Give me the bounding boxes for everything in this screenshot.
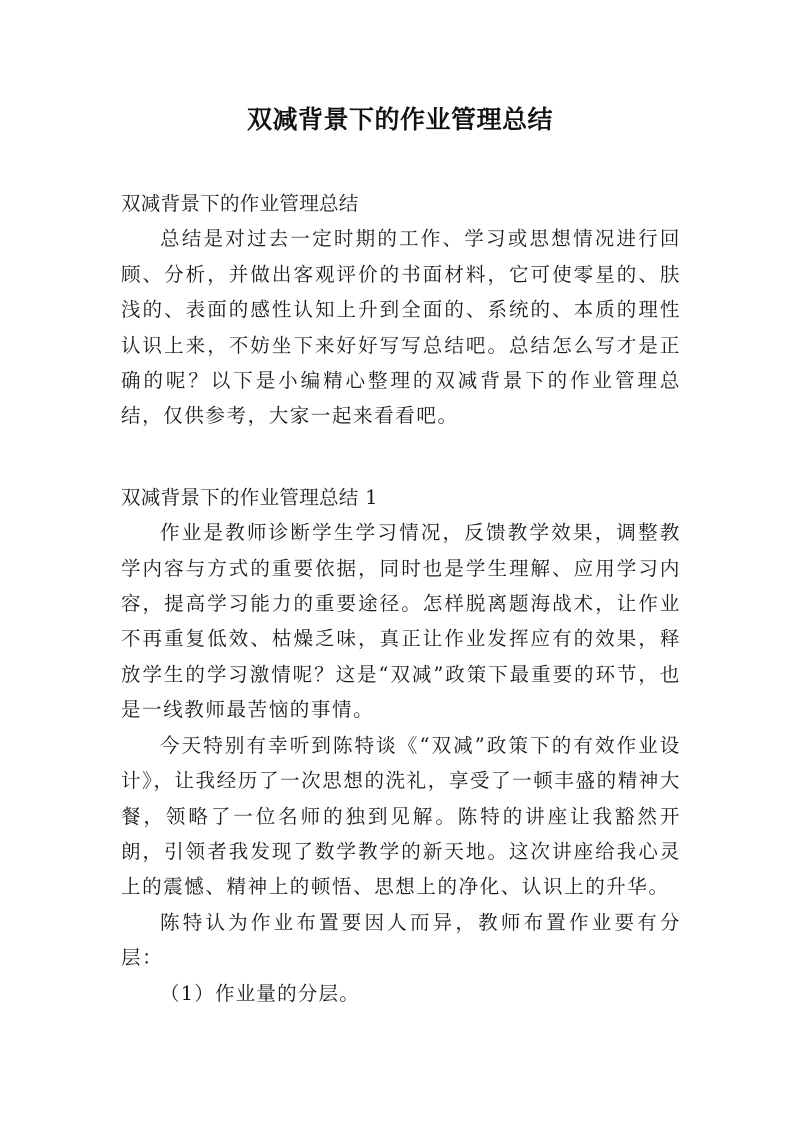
section1-paragraph-1: 作业是教师诊断学生学习情况，反馈教学效果，调整教学内容与方式的重要依据，同时也是学生理解、应用学习内容，提高学习能力的重要途径。怎样脱离题海战术，让作业不再重复低效、枯燥乏味，真正让作业发挥应有的效果，释放学生的学习激情呢？这是“双减”政策下最重要的环节，也是一线教师最苦恼的事情。	[121, 521, 681, 722]
section-spacer	[121, 434, 681, 480]
document-title: 双减背景下的作业管理总结	[246, 105, 553, 134]
list-item-1: （1）作业量的分层。	[160, 981, 360, 1005]
section1-paragraph-3: 陈特认为作业布置要因人而异，教师布置作业要有分层：	[121, 910, 681, 970]
intro-heading: 双减背景下的作业管理总结	[121, 192, 359, 215]
intro-paragraph: 总结是对过去一定时期的工作、学习或思想情况进行回顾、分析，并做出客观评价的书面材料，它可使零星的、肤浅的、表面的感性认知上升到全面的、系统的、本质的理性认识上来，不妨坐下来好好写写总结吧。总结怎么写才是正确的呢？以下是小编精心整理的双减背景下的作业管理总结，仅供参考，大家一起来看看吧。	[121, 227, 681, 428]
section1-heading: 双减背景下的作业管理总结 1	[121, 485, 378, 509]
section1-paragraph-2: 今天特别有幸听到陈特谈《“双减”政策下的有效作业设计》，让我经历了一次思想的洗礼，享受了一顿丰盛的精神大餐，领略了一位名师的独到见解。陈特的讲座让我豁然开朗，引领者我发现了数学教学的新天地。这次讲座给我心灵上的震憾、精神上的顿悟、思想上的净化、认识上的升华。	[121, 733, 681, 899]
document-body	[121, 186, 681, 1011]
